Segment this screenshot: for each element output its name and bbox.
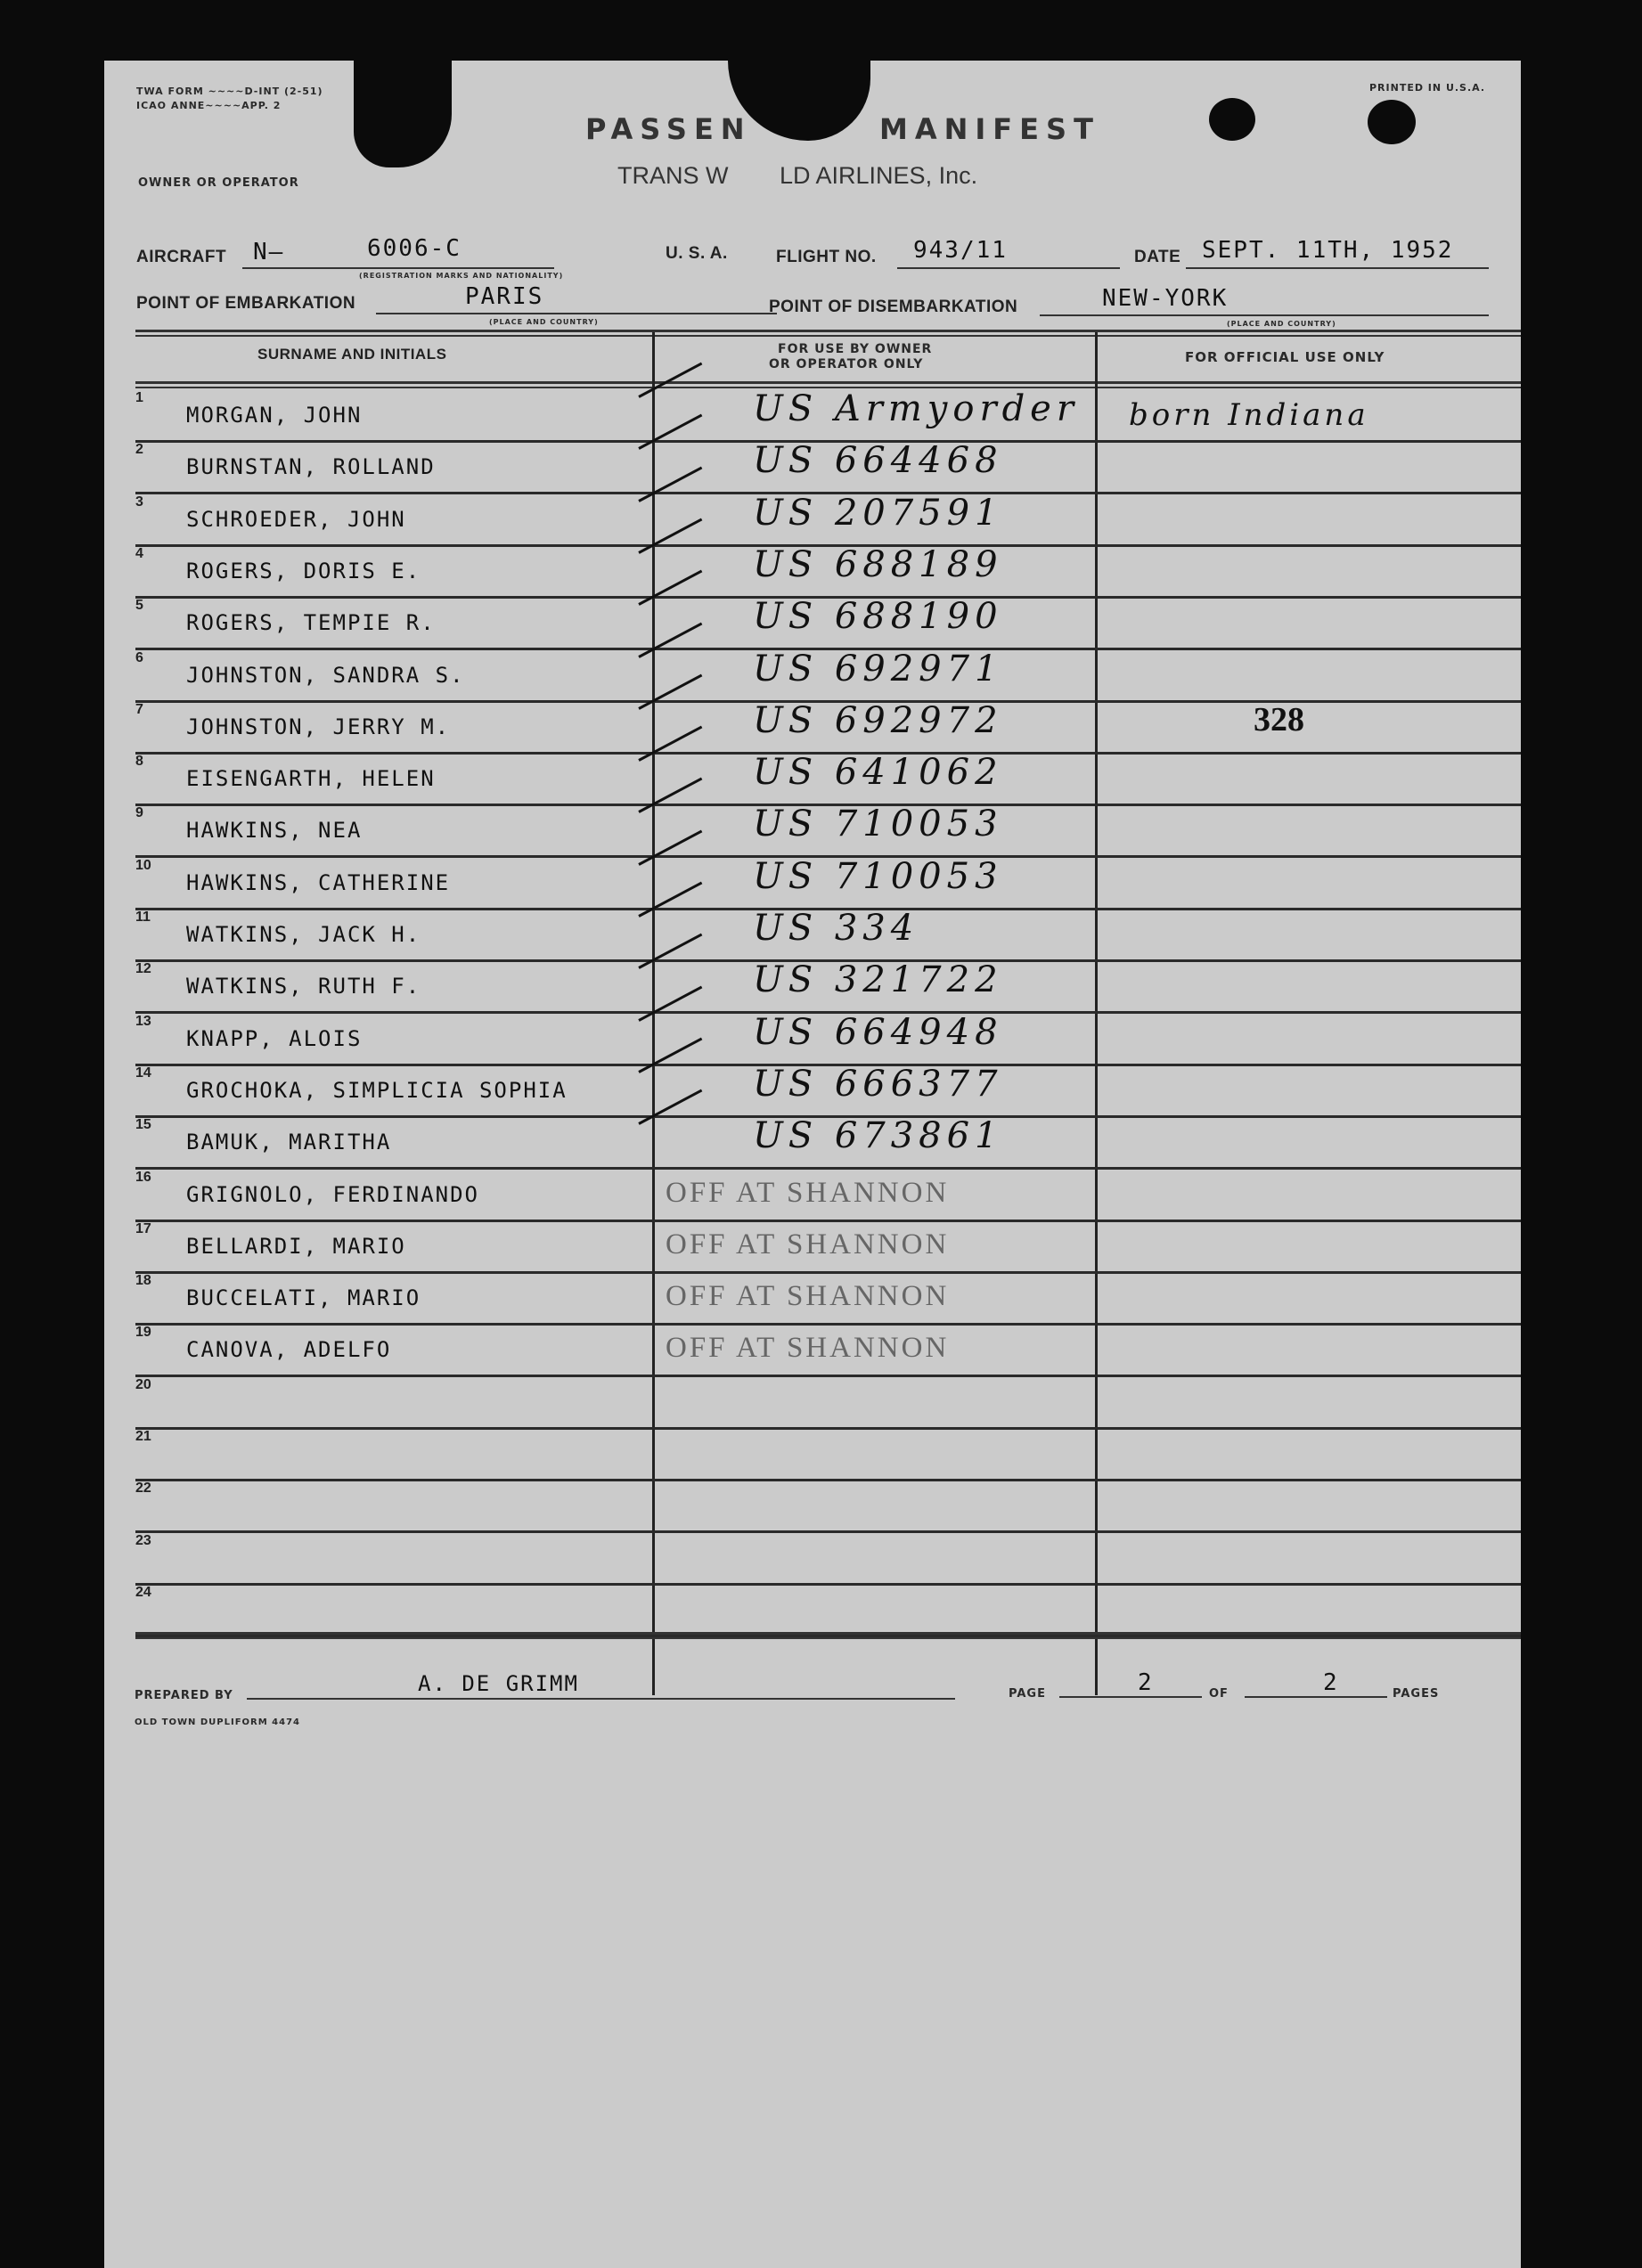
table-top-rule-2 <box>135 335 1521 337</box>
embarkation-label: POINT OF EMBARKATION <box>136 294 356 313</box>
registration-caption: (REGISTRATION MARKS AND NATIONALITY) <box>359 272 564 280</box>
row-number: 12 <box>135 961 151 977</box>
table-row <box>135 1481 1521 1532</box>
row-number: 15 <box>135 1117 151 1133</box>
row1-official-note: born Indiana <box>1129 397 1369 433</box>
off-at-shannon-stamp: OFF AT SHANNON <box>666 1280 950 1313</box>
table-row <box>135 1170 1521 1221</box>
prepared-by-value: A. DE GRIMM <box>418 1671 579 1696</box>
header-bottom-rule <box>135 381 1521 384</box>
passport-number: US 692971 <box>753 648 1003 689</box>
passenger-name: SCHROEDER, JOHN <box>186 506 406 532</box>
col-header-owner-2: OR OPERATOR ONLY <box>769 357 924 371</box>
passenger-name: BELLARDI, MARIO <box>186 1233 406 1259</box>
pages-label: PAGES <box>1393 1687 1440 1701</box>
table-row <box>135 1429 1521 1481</box>
table-row <box>135 1065 1521 1117</box>
manifest-page <box>104 61 1521 2268</box>
table-row <box>135 442 1521 494</box>
table-row <box>135 805 1521 857</box>
row-number: 10 <box>135 857 151 873</box>
passenger-name: WATKINS, JACK H. <box>186 922 421 947</box>
row-number: 4 <box>135 545 143 561</box>
row-number: 22 <box>135 1481 151 1497</box>
row-number: 9 <box>135 805 143 821</box>
row-number: 5 <box>135 598 143 614</box>
manifest-title-left: PASSEN <box>585 112 752 146</box>
off-at-shannon-stamp: OFF AT SHANNON <box>666 1176 950 1209</box>
date-label: DATE <box>1134 248 1181 266</box>
passport-number: US 664948 <box>753 1011 1003 1053</box>
row-number: 23 <box>135 1532 151 1548</box>
row-number: 24 <box>135 1584 151 1600</box>
table-row <box>135 1117 1521 1169</box>
punch-hole-left <box>1209 98 1255 141</box>
embarkation-value: PARIS <box>465 283 544 310</box>
punch-hole-right <box>1368 100 1416 144</box>
table-row <box>135 1533 1521 1585</box>
page-underline <box>1059 1696 1202 1698</box>
passenger-name: BURNSTAN, ROLLAND <box>186 454 436 480</box>
table-row <box>135 1273 1521 1325</box>
table-row <box>135 650 1521 702</box>
passport-number: US 334 <box>753 908 919 949</box>
disembarkation-caption: (PLACE AND COUNTRY) <box>1227 320 1336 328</box>
disembarkation-underline <box>1040 314 1489 316</box>
table-row <box>135 1325 1521 1376</box>
table-row <box>135 910 1521 961</box>
page-value: 2 <box>1138 1669 1154 1696</box>
official-annotation-number: 328 <box>1254 701 1304 738</box>
of-value: 2 <box>1323 1669 1339 1696</box>
of-label: OF <box>1209 1687 1229 1701</box>
passport-number: US 710053 <box>753 804 1003 845</box>
embarkation-caption: (PLACE AND COUNTRY) <box>489 318 599 326</box>
passport-number: US 664468 <box>753 440 1003 482</box>
aircraft-label: AIRCRAFT <box>136 248 227 266</box>
passenger-name: EISENGARTH, HELEN <box>186 766 436 792</box>
passport-number: US 688190 <box>753 596 1003 638</box>
prepared-by-label: PREPARED BY <box>135 1689 233 1702</box>
embarkation-underline <box>376 313 777 314</box>
passport-number: US 688189 <box>753 543 1003 585</box>
off-at-shannon-stamp: OFF AT SHANNON <box>666 1332 950 1365</box>
dupliform-label: OLD TOWN DUPLIFORM 4474 <box>135 1717 300 1727</box>
passport-number: US Armyorder <box>753 388 1079 429</box>
printed-in-usa: PRINTED IN U.S.A. <box>1369 82 1486 94</box>
table-row <box>135 494 1521 546</box>
table-row <box>135 961 1521 1013</box>
table-row <box>135 699 1521 754</box>
row-number: 7 <box>135 701 143 717</box>
col-header-owner-1: FOR USE BY OWNER <box>778 342 933 356</box>
page-label: PAGE <box>1009 1687 1046 1701</box>
row-number: 20 <box>135 1376 151 1392</box>
passenger-name: MORGAN, JOHN <box>186 403 363 428</box>
passenger-name: WATKINS, RUTH F. <box>186 974 421 999</box>
burn-damage-left <box>354 61 452 167</box>
aircraft-value: 6006-C <box>367 235 462 262</box>
aircraft-underline <box>242 267 554 269</box>
row-number: 2 <box>135 442 143 458</box>
row-number: 18 <box>135 1273 151 1289</box>
table-row <box>135 543 1521 598</box>
off-at-shannon-stamp: OFF AT SHANNON <box>666 1228 950 1260</box>
manifest-title-right: MANIFEST <box>879 112 1100 146</box>
table-row <box>135 1221 1521 1273</box>
flight-label: FLIGHT NO. <box>776 248 877 266</box>
passenger-name: BAMUK, MARITHA <box>186 1130 392 1155</box>
aircraft-prefix: N— <box>253 239 285 265</box>
passport-number: US 641062 <box>753 752 1003 794</box>
passenger-name: GRIGNOLO, FERDINANDO <box>186 1181 479 1207</box>
nationality-value: U. S. A. <box>666 244 728 263</box>
passport-number: US 666377 <box>753 1063 1003 1105</box>
passenger-name: ROGERS, TEMPIE R. <box>186 610 436 636</box>
row-number: 17 <box>135 1220 151 1236</box>
passport-number: US 673861 <box>753 1115 1003 1157</box>
col-header-official: FOR OFFICIAL USE ONLY <box>1185 349 1385 365</box>
row-number: 8 <box>135 754 143 770</box>
row-number: 13 <box>135 1013 151 1029</box>
disembarkation-value: NEW-YORK <box>1102 285 1229 312</box>
table-top-rule <box>135 330 1521 332</box>
passport-number: US 692972 <box>753 699 1003 741</box>
table-row <box>135 855 1521 910</box>
passenger-name: HAWKINS, CATHERINE <box>186 869 451 895</box>
passport-number: US 321722 <box>753 959 1003 1001</box>
passenger-name: KNAPP, ALOIS <box>186 1025 363 1051</box>
flight-value: 943/11 <box>913 237 1008 264</box>
disembarkation-label: POINT OF DISEMBARKATION <box>769 298 1018 316</box>
passport-number: US 710053 <box>753 855 1003 897</box>
date-value: SEPT. 11TH, 1952 <box>1202 237 1454 264</box>
row-number: 19 <box>135 1325 151 1341</box>
passenger-name: HAWKINS, NEA <box>186 818 363 844</box>
table-row <box>135 1585 1521 1636</box>
row-number: 6 <box>135 649 143 665</box>
row-number: 21 <box>135 1429 151 1444</box>
table-bottom-rule <box>135 1632 1521 1635</box>
passenger-name: CANOVA, ADELFO <box>186 1337 392 1363</box>
owner-operator-label: OWNER OR OPERATOR <box>138 176 299 190</box>
table-row <box>135 1377 1521 1429</box>
passenger-name: ROGERS, DORIS E. <box>186 558 421 583</box>
prepared-underline <box>247 1698 955 1700</box>
row-number: 3 <box>135 494 143 510</box>
passenger-name: JOHNSTON, JERRY M. <box>186 714 451 739</box>
table-bottom-rule-2 <box>135 1637 1521 1639</box>
passenger-name: JOHNSTON, SANDRA S. <box>186 662 465 688</box>
form-id-line-1: TWA FORM ~~~~D-INT (2-51) <box>136 86 323 97</box>
of-underline <box>1245 1696 1387 1698</box>
date-underline <box>1186 267 1489 269</box>
row-number: 14 <box>135 1065 151 1081</box>
passenger-name: GROCHOKA, SIMPLICIA SOPHIA <box>186 1077 568 1103</box>
airline-name-left: TRANS W <box>617 162 729 189</box>
row-number: 1 <box>135 390 143 405</box>
passenger-name: BUCCELATI, MARIO <box>186 1285 421 1311</box>
form-id-line-2: ICAO ANNE~~~~APP. 2 <box>136 100 282 111</box>
table-row <box>135 754 1521 805</box>
table-row <box>135 1011 1521 1065</box>
col-header-surname: SURNAME AND INITIALS <box>257 346 447 363</box>
row-number: 16 <box>135 1169 151 1185</box>
check-mark-icon <box>638 363 702 398</box>
flight-underline <box>897 267 1120 269</box>
airline-name-right: LD AIRLINES, Inc. <box>780 162 978 189</box>
table-row <box>135 598 1521 649</box>
passport-number: US 207591 <box>753 492 1003 534</box>
row-number: 11 <box>135 910 151 925</box>
